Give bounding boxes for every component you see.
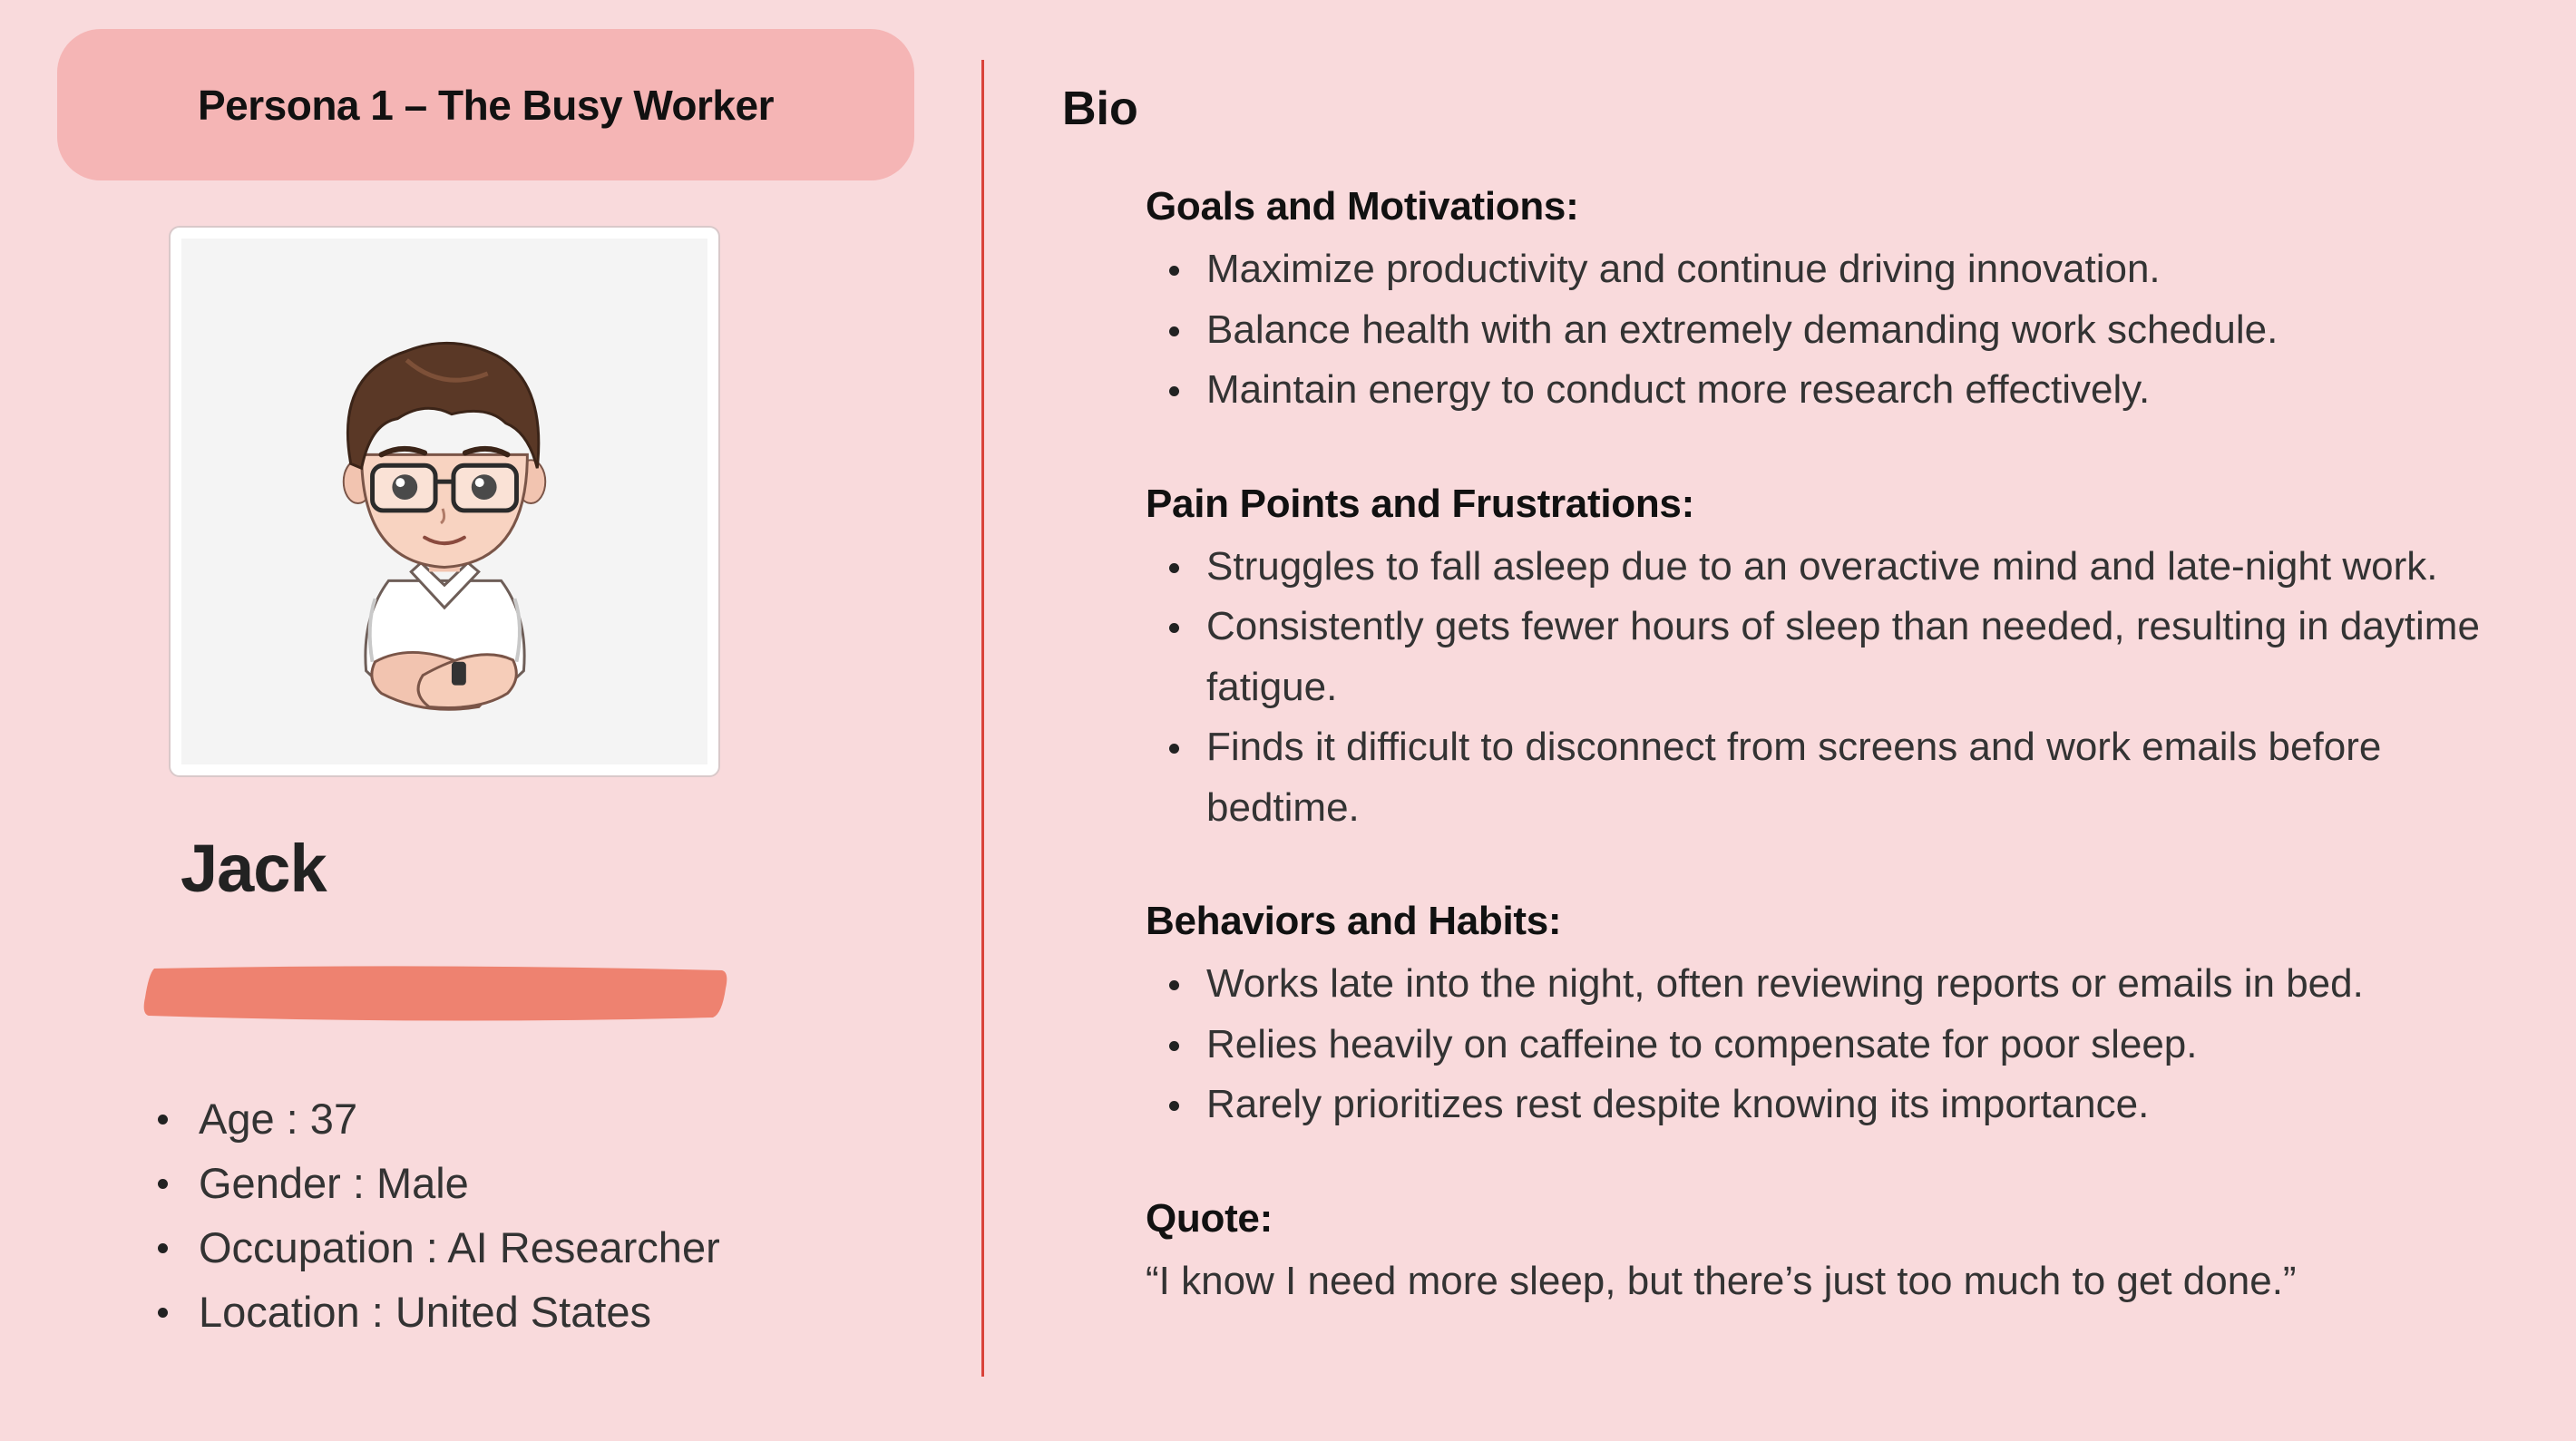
- list-item: Works late into the night, often reviewing reports or emails in bed.: [1146, 954, 2542, 1015]
- list-item: Maintain energy to conduct more research effectively.: [1146, 360, 2542, 421]
- persona-title-pill: [57, 29, 914, 180]
- avatar-frame: [169, 226, 720, 777]
- list-item: Relies heavily on caffeine to compensate for poor sleep.: [1146, 1015, 2542, 1076]
- bio-heading: Bio: [1062, 83, 1138, 135]
- goals-heading: Goals and Motivations:: [1146, 184, 1579, 229]
- demographic-gender: Gender : Male: [154, 1151, 720, 1215]
- pain-points-heading: Pain Points and Frustrations:: [1146, 481, 1694, 526]
- demographic-location: Location : United States: [154, 1280, 720, 1344]
- cartoon-man-glasses-icon: [181, 239, 707, 764]
- pain-points-list: [1146, 537, 2542, 839]
- list-item: Struggles to fall asleep due to an overactive mind and late-night work.: [1146, 537, 2542, 598]
- list-item: Balance health with an extremely demanding work schedule.: [1146, 300, 2542, 361]
- demographic-occupation: Occupation : AI Researcher: [154, 1215, 720, 1280]
- list-item: Consistently gets fewer hours of sleep than needed, resulting in daytime fatigue.: [1146, 597, 2542, 717]
- goals-list: [1146, 239, 2542, 421]
- quote-heading: Quote:: [1146, 1195, 1273, 1241]
- demographic-age: Age : 37: [154, 1086, 720, 1151]
- brush-stroke-accent: [141, 961, 733, 1027]
- quote-text: “I know I need more sleep, but there’s just too much to get done.”: [1146, 1258, 2297, 1303]
- behaviors-heading: Behaviors and Habits:: [1146, 899, 1562, 943]
- persona-name: Jack: [181, 831, 327, 906]
- list-item: Maximize productivity and continue driving innovation.: [1146, 239, 2542, 300]
- list-item: Finds it difficult to disconnect from screens and work emails before bedtime.: [1146, 717, 2542, 838]
- demographics-list: [154, 1086, 720, 1344]
- column-divider: [981, 60, 984, 1377]
- bio-section: [1146, 180, 2542, 1311]
- behaviors-list: [1146, 954, 2542, 1135]
- persona-title: Persona 1 – The Busy Worker: [197, 81, 774, 129]
- avatar: [181, 239, 707, 764]
- list-item: Rarely prioritizes rest despite knowing its importance.: [1146, 1075, 2542, 1135]
